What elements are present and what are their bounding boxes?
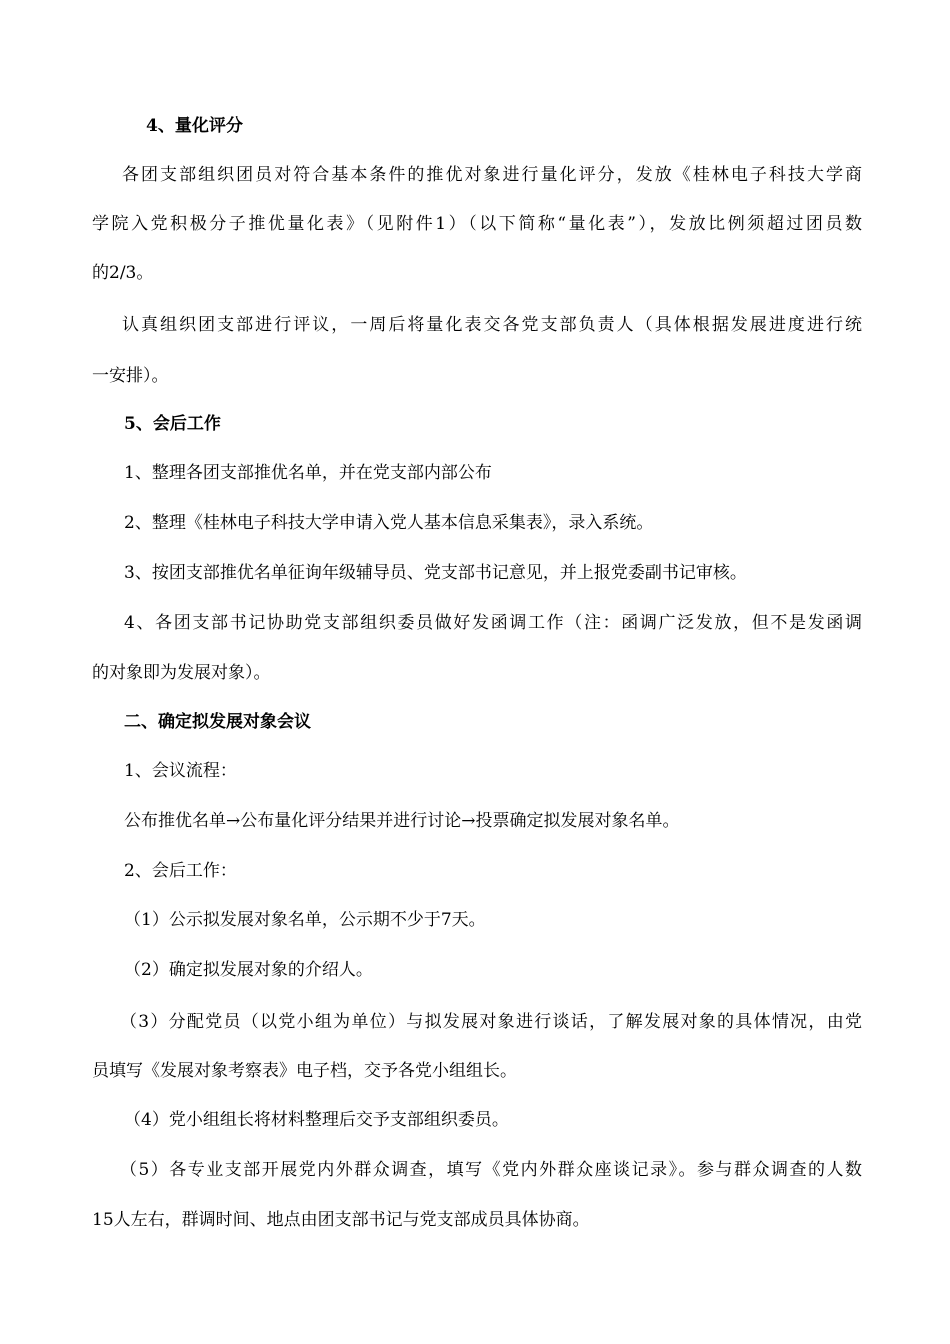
list-item: 2、整理《桂林电子科技大学申请入党人基本信息采集表》，录入系统。 xyxy=(124,513,654,533)
paragraph-line: 公布推优名单→公布量化评分结果并进行讨论→投票确定拟发展对象名单。 xyxy=(124,811,680,831)
paragraph-line: 15人左右，群调时间、地点由团支部书记与党支部成员具体协商。 xyxy=(92,1210,590,1230)
list-item: 2、会后工作： xyxy=(124,861,237,881)
list-item: 1、整理各团支部推优名单，并在党支部内部公布 xyxy=(124,463,492,483)
list-item: （5）各专业支部开展党内外群众调查，填写《党内外群众座谈记录》。参与群众调查的人数 xyxy=(120,1160,862,1180)
paragraph-line: 学院入党积极分子推优量化表》（见附件1）（以下简称“量化表”），发放比例须超过团员数 xyxy=(92,214,862,234)
paragraph-line: 的2/3。 xyxy=(92,263,154,283)
list-item: 3、按团支部推优名单征询年级辅导员、党支部书记意见，并上报党委副书记审核。 xyxy=(124,563,747,583)
list-item: 1、会议流程： xyxy=(124,761,237,781)
heading-quantified-scoring: 4、量化评分 xyxy=(146,116,243,136)
paragraph-line: 各团支部组织团员对符合基本条件的推优对象进行量化评分，发放《桂林电子科技大学商 xyxy=(122,165,862,185)
paragraph-line: 员填写《发展对象考察表》电子档，交予各党小组组长。 xyxy=(92,1061,517,1081)
list-item: （3）分配党员（以党小组为单位）与拟发展对象进行谈话，了解发展对象的具体情况，由党 xyxy=(120,1012,862,1032)
heading-confirm-candidates-meeting: 二、确定拟发展对象会议 xyxy=(124,712,311,732)
list-item: （1）公示拟发展对象名单，公示期不少于7天。 xyxy=(124,910,486,930)
list-item: （4）党小组组长将材料整理后交予支部组织委员。 xyxy=(124,1110,509,1130)
paragraph-line: 一安排）。 xyxy=(92,366,169,386)
paragraph-line: 认真组织团支部进行评议，一周后将量化表交各党支部负责人（具体根据发展进度进行统 xyxy=(122,315,862,335)
list-item: （2）确定拟发展对象的介绍人。 xyxy=(124,960,373,980)
paragraph-line: 的对象即为发展对象）。 xyxy=(92,663,271,683)
list-item: 4、各团支部书记协助党支部组织委员做好发函调工作（注：函调广泛发放，但不是发函调 xyxy=(124,613,862,633)
heading-post-meeting-work: 5、会后工作 xyxy=(124,414,221,434)
